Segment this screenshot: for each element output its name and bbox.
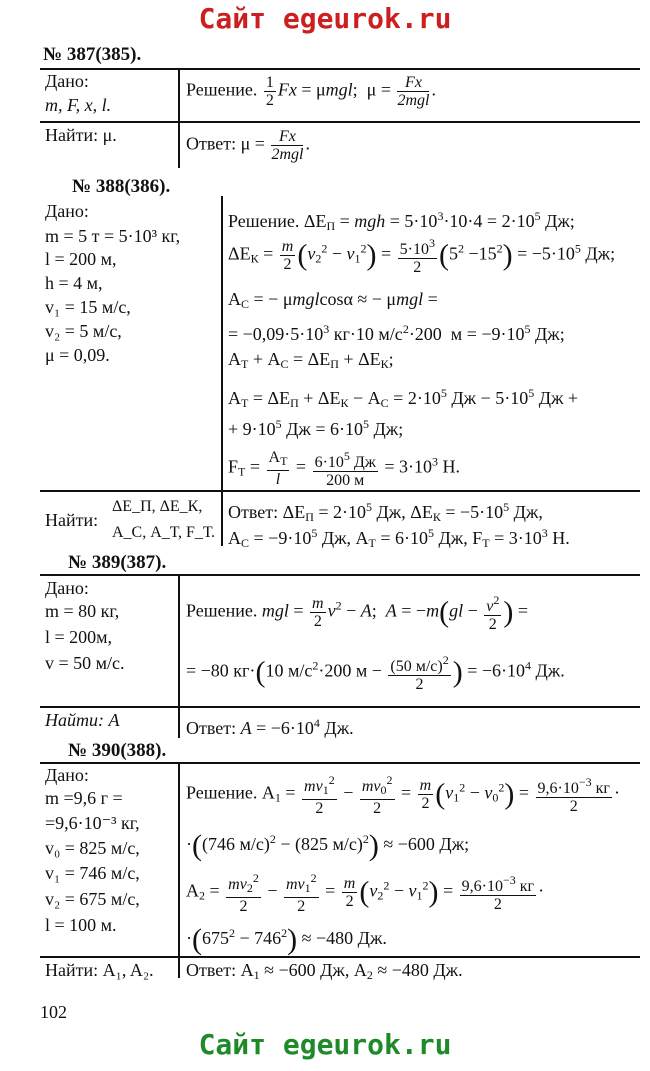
given-389-0: m = 80 кг, xyxy=(45,601,120,621)
given-389-2: v = 50 м/с. xyxy=(45,653,125,673)
given-388-2: h = 4 м, xyxy=(45,273,103,293)
answer-387: Ответ: μ = $\frac{Fx}{\text{2mgl}}$ . xyxy=(186,128,310,163)
given-388-3: v₁ = 15 м/с, xyxy=(45,297,131,317)
find-389: Найти: A xyxy=(45,710,120,730)
given-label: Дано: xyxy=(45,71,89,91)
find-label-388: Найти: xyxy=(45,510,99,530)
given-values: m, F, x, l. xyxy=(45,95,112,115)
solution-label: Решение. xyxy=(186,600,258,621)
divider xyxy=(40,68,640,70)
given-label: Дано: xyxy=(45,201,89,221)
solution-388-line6: $A_Т = \Delta E_П + \Delta E_К - A_С = 2\cdot 10^5$ Дж − $5\cdot 10^5$ Дж + xyxy=(228,386,579,410)
given-label: Дано: xyxy=(45,765,89,785)
divider xyxy=(178,574,180,738)
solution-390-line3: $A_2$ = $\frac{mv_2^2}{2}$ − $\frac{mv_1^2}{2}$ = $\frac{m}{2}$ $(v_2^2 - v_1^2)$ = $\frac{9,6\cdot 10^{-3} кг}{2}$ · xyxy=(186,871,545,915)
solution-388-line7: + $9\cdot 10^5$ Дж = $6\cdot 10^5$ Дж; xyxy=(228,417,404,439)
answer-390: Ответ: $A_1 \approx -600$ Дж, $A_2 \approx -480$ Дж. xyxy=(186,960,463,982)
given-388-0: m = 5 т = 5·10³ кг, xyxy=(45,226,181,246)
problem-390-header: № 390(388). xyxy=(68,740,167,761)
problem-389-header: № 389(387). xyxy=(68,552,167,573)
problem-387-header: № 387(385). xyxy=(43,44,142,65)
answer-389: Ответ: $A = -6\cdot 10^4$ Дж. xyxy=(186,716,354,738)
solution-label: Решение. xyxy=(186,782,258,803)
solution-388-line3: $A_С$ = − μmglcosα ≈ − μmgl = xyxy=(228,289,438,311)
given-label: Дано: xyxy=(45,578,89,598)
solution-389-line1: Решение. mgl = $\frac{m}{2}$ $v^2 - A$; A = −m(gl − $\frac{v^2}{2}$ ) = xyxy=(186,593,529,633)
given-390-5: l = 100 м. xyxy=(45,915,117,935)
problem-388-header: № 388(386). xyxy=(72,176,171,197)
solution-label: Решение. xyxy=(186,79,258,100)
page-number: 102 xyxy=(40,1002,67,1022)
given-390-3: v₁ = 746 м/с, xyxy=(45,863,140,883)
divider xyxy=(40,121,640,123)
solution-387: Решение. $\frac{1}{2}$ Fx = μmgl; μ = $\frac{Fx}{\text{2mgl}}$ . xyxy=(186,74,436,109)
site-banner-bottom: Сайт egeurok.ru xyxy=(198,1028,452,1061)
solution-389-line2: = −80 кг·(10 $м/с^2\cdot 200$ м − $\frac{(50 м/с)^2}{2}$ ) = $-6\cdot 10^4$ Дж. xyxy=(186,653,565,693)
answer-388-line1: Ответ: $\Delta E_П = 2\cdot 10^5$ Дж, $\Delta E_К = -5\cdot 10^5$ Дж, xyxy=(228,500,543,524)
given-388-4: v₂ = 5 м/с, xyxy=(45,321,122,341)
solution-390-line4: $\cdot(675^2 - 746^2) \approx -480$ Дж. xyxy=(186,922,387,956)
solution-390-line2: ·((746 м/с)$^2$ − (825 м/с)$^2$) ≈ −600 Дж; xyxy=(186,828,470,862)
solution-388-line8: $F_Т$ = $\frac{A_Т}{l}$ = $\frac{6\cdot 10^5 Дж}{200 м}$ = $3\cdot 10^3$ Н. xyxy=(228,449,461,489)
solution-388-line2: $\Delta E_К$ = $\frac{m}{2}$ $(v_2^2 - v_1^2)$ = $\frac{5\cdot 10^3}{2}$ $(5^2 -15^2) = -5\cdot 10^5$ Дж; xyxy=(228,236,616,276)
solution-388-line4: = $-0,09\cdot 5\cdot 10^3$ кг·10 $м/с^2\cdot 200$ $м = -9\cdot 10^5$ Дж; xyxy=(228,322,565,344)
given-388-5: μ = 0,09. xyxy=(45,345,110,365)
site-banner-top: Сайт egeurok.ru xyxy=(198,2,452,35)
divider xyxy=(40,762,640,764)
solution-390-line1: Решение. $A_1$ = $\frac{mv_1^2}{2}$ − $\frac{mv_0^2}{2}$ = $\frac{m}{2}$ $(v_1^2 - v_0^2)$ = $\frac{9,6\cdot 10^{-3} кг}{2}$ · xyxy=(186,773,620,817)
solution-label: Решение. xyxy=(228,211,300,231)
answer-label: Ответ: xyxy=(228,502,279,522)
divider xyxy=(40,706,640,708)
given-389-1: l = 200м, xyxy=(45,627,113,647)
given-388-1: l = 200 м, xyxy=(45,249,117,269)
answer-label: Ответ: xyxy=(186,960,237,980)
find-388-line1: ΔE_П, ΔE_К, xyxy=(112,498,203,515)
given-390-4: v₂ = 675 м/с, xyxy=(45,889,140,909)
divider xyxy=(40,574,640,576)
answer-label: Ответ: xyxy=(186,718,237,738)
solution-388-line5: $A_Т + A_С = \Delta E_П + \Delta E_К$; xyxy=(228,349,394,371)
given-390-1: =9,6·10⁻³ кг, xyxy=(45,813,140,833)
given-390-2: v₀ = 825 м/с, xyxy=(45,838,140,858)
find-388-line2: A_С, A_Т, F_Т. xyxy=(112,524,216,541)
answer-label: Ответ: xyxy=(186,133,237,154)
find-390: Найти: A₁, A₂. xyxy=(45,960,154,980)
divider xyxy=(178,762,180,978)
divider xyxy=(40,490,640,492)
solution-388-line1: Решение. $\Delta E_П$ = mgh = $5\cdot 10^3\cdot 10\cdot 4 = 2\cdot 10^5$ Дж; xyxy=(228,209,575,233)
given-390-0: m =9,6 г = xyxy=(45,788,123,808)
divider xyxy=(221,196,223,546)
answer-388-line2: $A_С = -9\cdot 10^5$ Дж, $A_Т = 6\cdot 10^5$ Дж, $F_Т = 3\cdot 10^3$ Н. xyxy=(228,526,570,550)
divider xyxy=(178,68,180,168)
find-387: Найти: μ. xyxy=(45,125,117,145)
